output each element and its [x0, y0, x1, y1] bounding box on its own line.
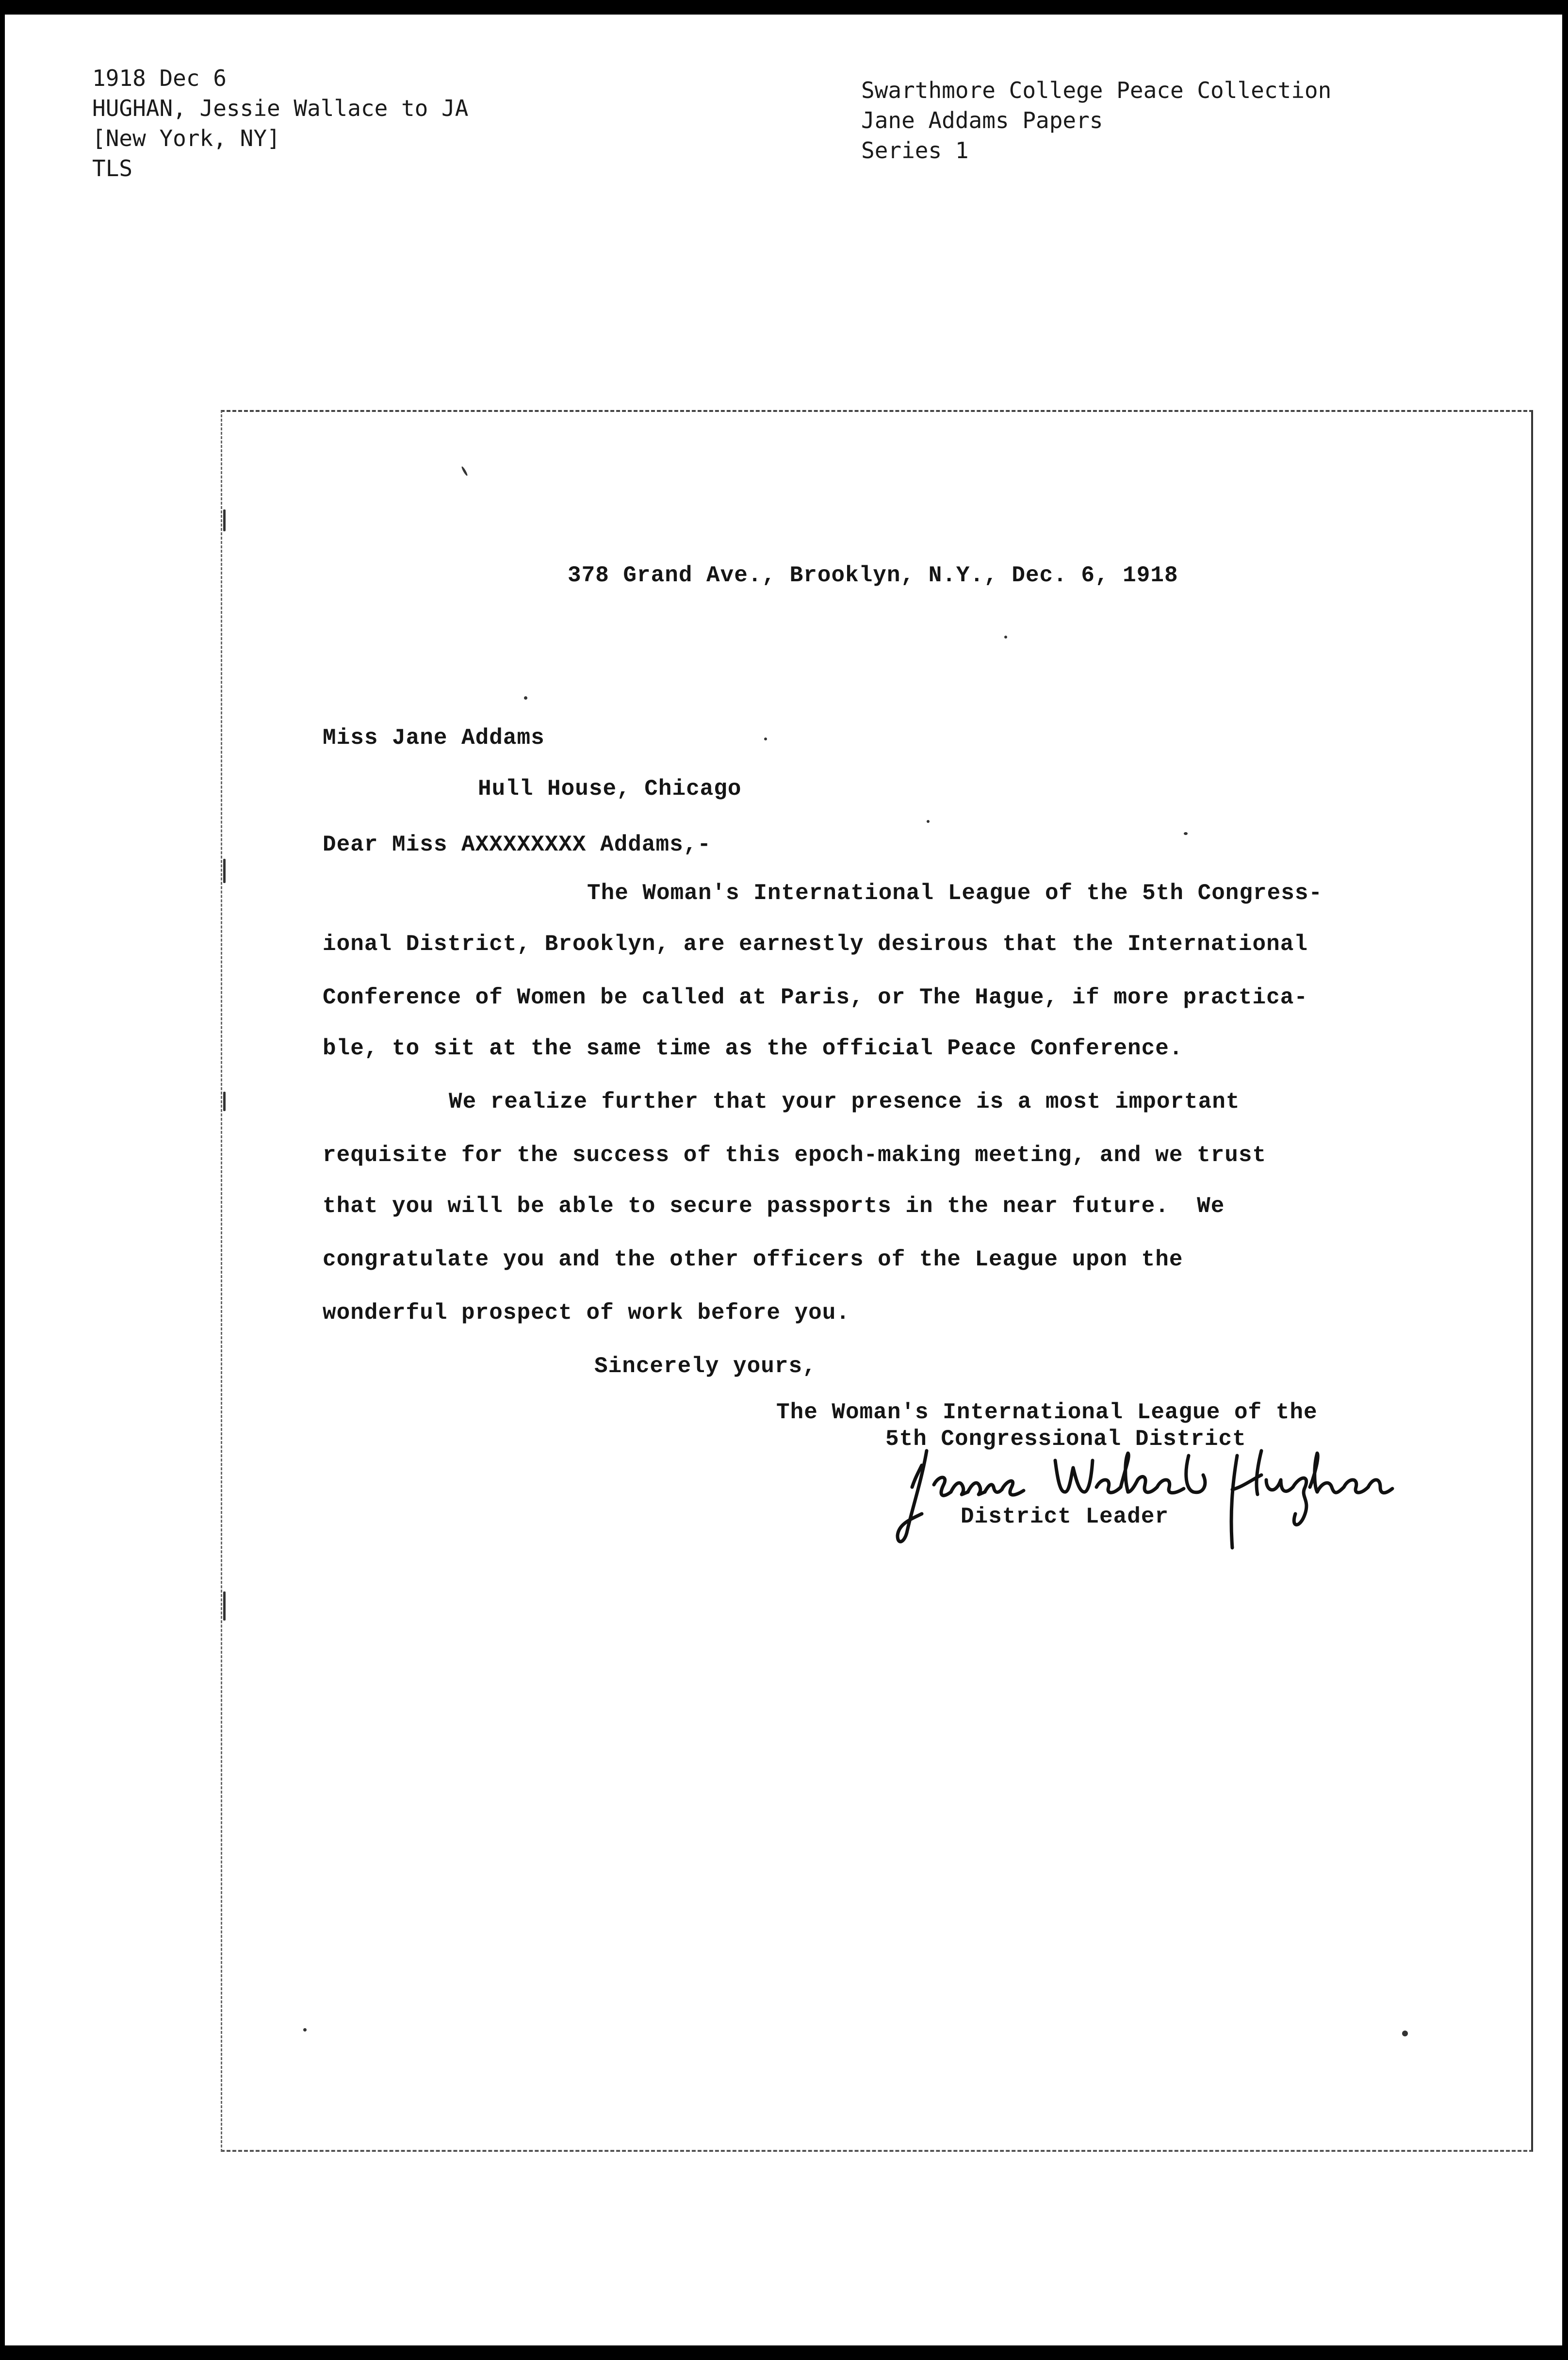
- scan-speck: [303, 2028, 307, 2032]
- scan-speck: [927, 820, 930, 823]
- header-date: 1918 Dec 6: [92, 65, 227, 91]
- scan-speck: [223, 1591, 226, 1621]
- salutation: Dear Miss AXXXXXXXX Addams,-: [323, 832, 711, 857]
- closing: Sincerely yours,: [594, 1354, 817, 1379]
- paragraph2-line: wonderful prospect of work before you.: [323, 1300, 850, 1326]
- recipient-name: Miss Jane Addams: [323, 725, 545, 751]
- scan-speck: [223, 1092, 226, 1111]
- org-line-1: The Woman's International League of the: [776, 1400, 1318, 1425]
- archive-header-right: [861, 75, 1331, 165]
- paragraph2-line: requisite for the success of this epoch-making meeting, and we trust: [323, 1143, 1267, 1168]
- letter-photocopy-frame: [221, 410, 1533, 2152]
- paragraph1-line: The Woman's International League of the 5th Congress-: [587, 881, 1323, 906]
- paragraph1-line: ble, to sit at the same time as the official Peace Conference.: [323, 1036, 1183, 1061]
- recipient-address: Hull House, Chicago: [478, 776, 742, 802]
- scan-speck: [1402, 2031, 1408, 2036]
- org-line-2: 5th Congressional District: [885, 1426, 1246, 1452]
- letter-dateline: 378 Grand Ave., Brooklyn, N.Y., Dec. 6, 1918: [568, 563, 1178, 588]
- scan-speck: [223, 509, 226, 531]
- handwritten-signature: [893, 1446, 1397, 1553]
- paragraph1-line: ional District, Brooklyn, are earnestly desirous that the International: [323, 932, 1308, 957]
- paragraph1-line: Conference of Women be called at Paris, or The Hague, if more practica-: [323, 985, 1308, 1010]
- header-place: [New York, NY]: [92, 125, 280, 151]
- header-collection: Swarthmore College Peace Collection: [861, 77, 1332, 103]
- scan-speck: [1184, 832, 1188, 835]
- archive-header-left: [92, 63, 468, 183]
- header-papers: Jane Addams Papers: [861, 107, 1103, 133]
- header-series: Series 1: [861, 137, 969, 164]
- scan-speck: [1004, 636, 1007, 639]
- header-doc-type: TLS: [92, 155, 133, 181]
- scan-speck: [764, 738, 767, 740]
- paragraph2-line: We realize further that your presence is a most important: [449, 1089, 1240, 1114]
- scan-speck: [524, 696, 527, 700]
- header-correspondents: HUGHAN, Jessie Wallace to JA: [92, 95, 469, 121]
- signatory-title: District Leader: [961, 1504, 1169, 1529]
- scan-speck: [223, 859, 226, 883]
- paragraph2-line: congratulate you and the other officers of the League upon the: [323, 1247, 1183, 1272]
- paragraph2-line: that you will be able to secure passports in the near future. We: [323, 1194, 1225, 1219]
